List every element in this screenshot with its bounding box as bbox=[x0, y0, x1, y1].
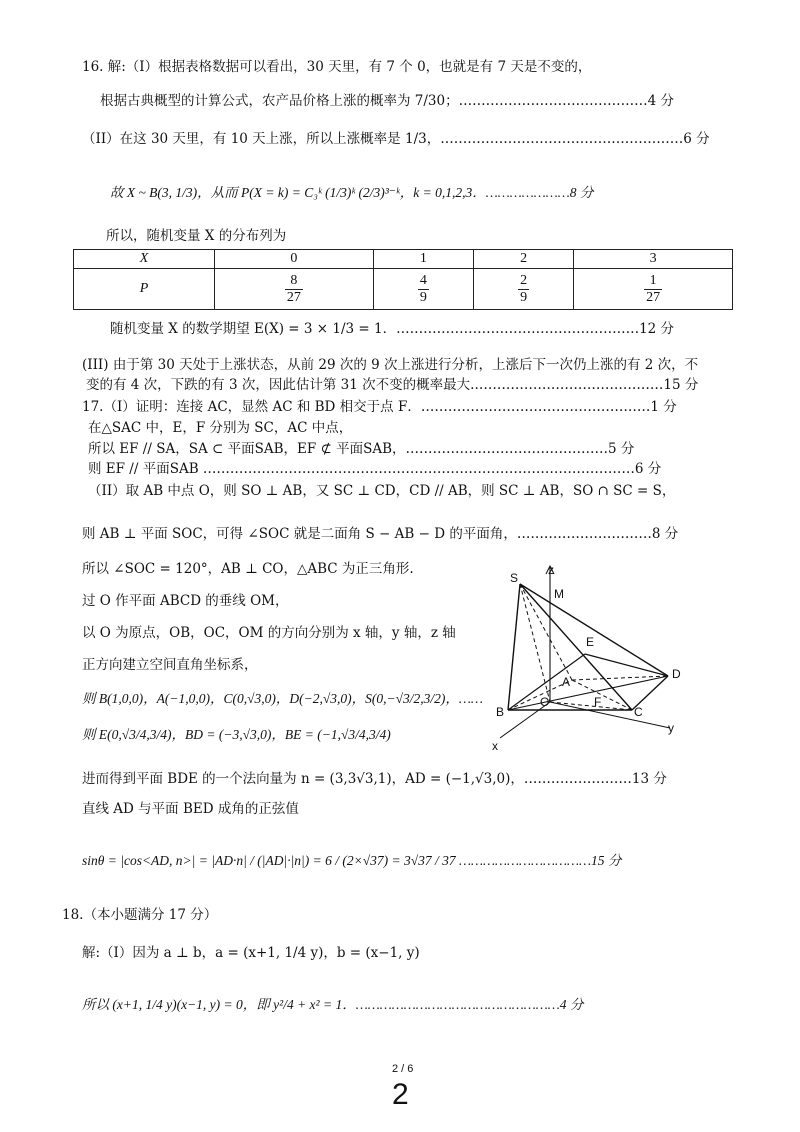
q17-line-8: 过 O 作平面 ABCD 的垂线 OM， bbox=[82, 593, 289, 609]
q17-line-1: 17.（I）证明：连接 AC，显然 AC 和 BD 相交于点 F．……………………………………………1 分 bbox=[82, 399, 677, 415]
q16-line-4: 故 X ~ B(3, 1/3)，从而 P(X = k) = C₃ᵏ (1/3)ᵏ (2/3)³⁻ᵏ，k = 0,1,2,3．…………………8 分 bbox=[110, 185, 594, 200]
label-O: O bbox=[540, 695, 550, 709]
fraction: $\frac{1}{27}$ bbox=[646, 272, 661, 305]
q17-line-2: 在△SAC 中，E，F 分别为 SC，AC 中点， bbox=[88, 420, 353, 436]
table-cell bbox=[574, 269, 733, 310]
pyramid-figure bbox=[490, 560, 710, 755]
q17-line-7: 所以 ∠SOC = 120°，AB ⊥ CO，△ABC 为正三角形. bbox=[82, 561, 414, 577]
q17-line-10: 正方向建立空间直角坐标系， bbox=[82, 657, 258, 673]
q16-line-8: 变的有 4 次，下跌的有 3 次，因此估计第 31 次不变的概率最大.……………………………………15 分 bbox=[86, 377, 699, 393]
label-B: B bbox=[496, 705, 505, 719]
table-cell: 3 bbox=[574, 250, 733, 269]
q17-line-13: 进而得到平面 BDE 的一个法向量为 n = (3,3√3,1)，AD = (−1,√3,0)，……………………13 分 bbox=[82, 771, 667, 787]
q17-line-6: 则 AB ⊥ 平面 SOC，可得 ∠SOC 就是二面角 S − AB − D 的平面角，…………………………8 分 bbox=[82, 526, 679, 542]
q17-line-5: （II）取 AB 中点 O，则 SO ⊥ AB，又 SC ⊥ CD，CD // AB，则 SC ⊥ AB，SO ∩ SC = S， bbox=[88, 483, 676, 499]
table-cell: 1 bbox=[373, 250, 473, 269]
q18-line-3: 所以 (x+1, 1/4 y)(x−1, y) = 0，即 y²/4 + x² = 1．……………………………………………4 分 bbox=[82, 997, 584, 1012]
q17-line-11: 则 B(1,0,0)，A(−1,0,0)，C(0,√3,0)，D(−2,√3,0)，S(0,−√3/2,3/2)，…… bbox=[82, 691, 483, 706]
q17-line-12: 则 E(0,√3/4,3/4)，BD = (−3,√3,0)，BE = (−1,√3/4,3/4) bbox=[82, 727, 391, 742]
q16-line-5: 所以，随机变量 X 的分布列为 bbox=[106, 228, 287, 244]
q16-line-1: 16. 解:（I）根据表格数据可以看出，30 天里，有 7 个 0，也就是有 7 天是不变的， bbox=[82, 59, 592, 75]
table-cell bbox=[373, 269, 473, 310]
page-indicator: 2 / 6 bbox=[392, 1063, 414, 1075]
label-E: E bbox=[586, 635, 595, 649]
label-S: S bbox=[510, 571, 519, 585]
distribution-table bbox=[73, 249, 733, 310]
fraction: $\frac{2}{9}$ bbox=[520, 272, 528, 305]
q18-line-1: 18.（本小题满分 17 分） bbox=[62, 907, 218, 923]
fraction: $\frac{8}{27}$ bbox=[286, 272, 301, 305]
fraction: $\frac{4}{9}$ bbox=[419, 272, 427, 305]
label-A: A bbox=[562, 675, 571, 689]
page-number: 2 bbox=[392, 1078, 409, 1111]
table-row bbox=[74, 250, 733, 269]
q17-line-4: 则 EF // 平面SAB ……………………………………………………………………………………6 分 bbox=[88, 461, 662, 477]
table-row bbox=[74, 269, 733, 310]
q18-line-2: 解:（I）因为 a ⊥ b，a = (x+1, 1/4 y)，b = (x−1, y) bbox=[82, 945, 420, 961]
q17-line-14: 直线 AD 与平面 BED 成角的正弦值 bbox=[82, 801, 299, 817]
q16-line-6: 随机变量 X 的数学期望 E(X) = 3 × 1/3 = 1．………………………………………………12 分 bbox=[110, 321, 675, 337]
q16-line-7: (III) 由于第 30 天处于上涨状态，从前 29 次的 9 次上涨进行分析，上涨后下一次仍上涨的有 2 次，不 bbox=[82, 357, 699, 373]
table-cell bbox=[215, 269, 374, 310]
table-cell bbox=[473, 269, 573, 310]
q17-line-15: sinθ = |cos<AD, n>| = |AD·n| / (|AD|·|n|) = 6 / (2×√37) = 3√37 / 37 ……………………………15 分 bbox=[82, 853, 622, 868]
label-C: C bbox=[634, 705, 643, 719]
q16-line-2: 根据古典概型的计算公式，农产品价格上涨的概率为 7/30；……………………………………4 分 bbox=[100, 93, 674, 109]
table-row-header-x: X bbox=[74, 250, 215, 269]
table-row-header-p: P bbox=[74, 269, 215, 310]
table-cell: 2 bbox=[473, 250, 573, 269]
q17-line-9: 以 O 为原点，OB，OC，OM 的方向分别为 x 轴，y 轴，z 轴 bbox=[82, 625, 456, 641]
label-x: x bbox=[492, 739, 498, 753]
label-M: M bbox=[554, 587, 564, 601]
table-cell: 0 bbox=[215, 250, 374, 269]
q16-line-3: （II）在这 30 天里，有 10 天上涨，所以上涨概率是 1/3，………………………………………………6 分 bbox=[82, 131, 710, 147]
label-z: z bbox=[548, 563, 554, 577]
label-y: y bbox=[668, 721, 674, 735]
label-F: F bbox=[594, 695, 602, 709]
q17-line-3: 所以 EF // SA，SA ⊂ 平面SAB，EF ⊄ 平面SAB，………………………………………5 分 bbox=[88, 441, 635, 457]
label-D: D bbox=[672, 667, 681, 681]
